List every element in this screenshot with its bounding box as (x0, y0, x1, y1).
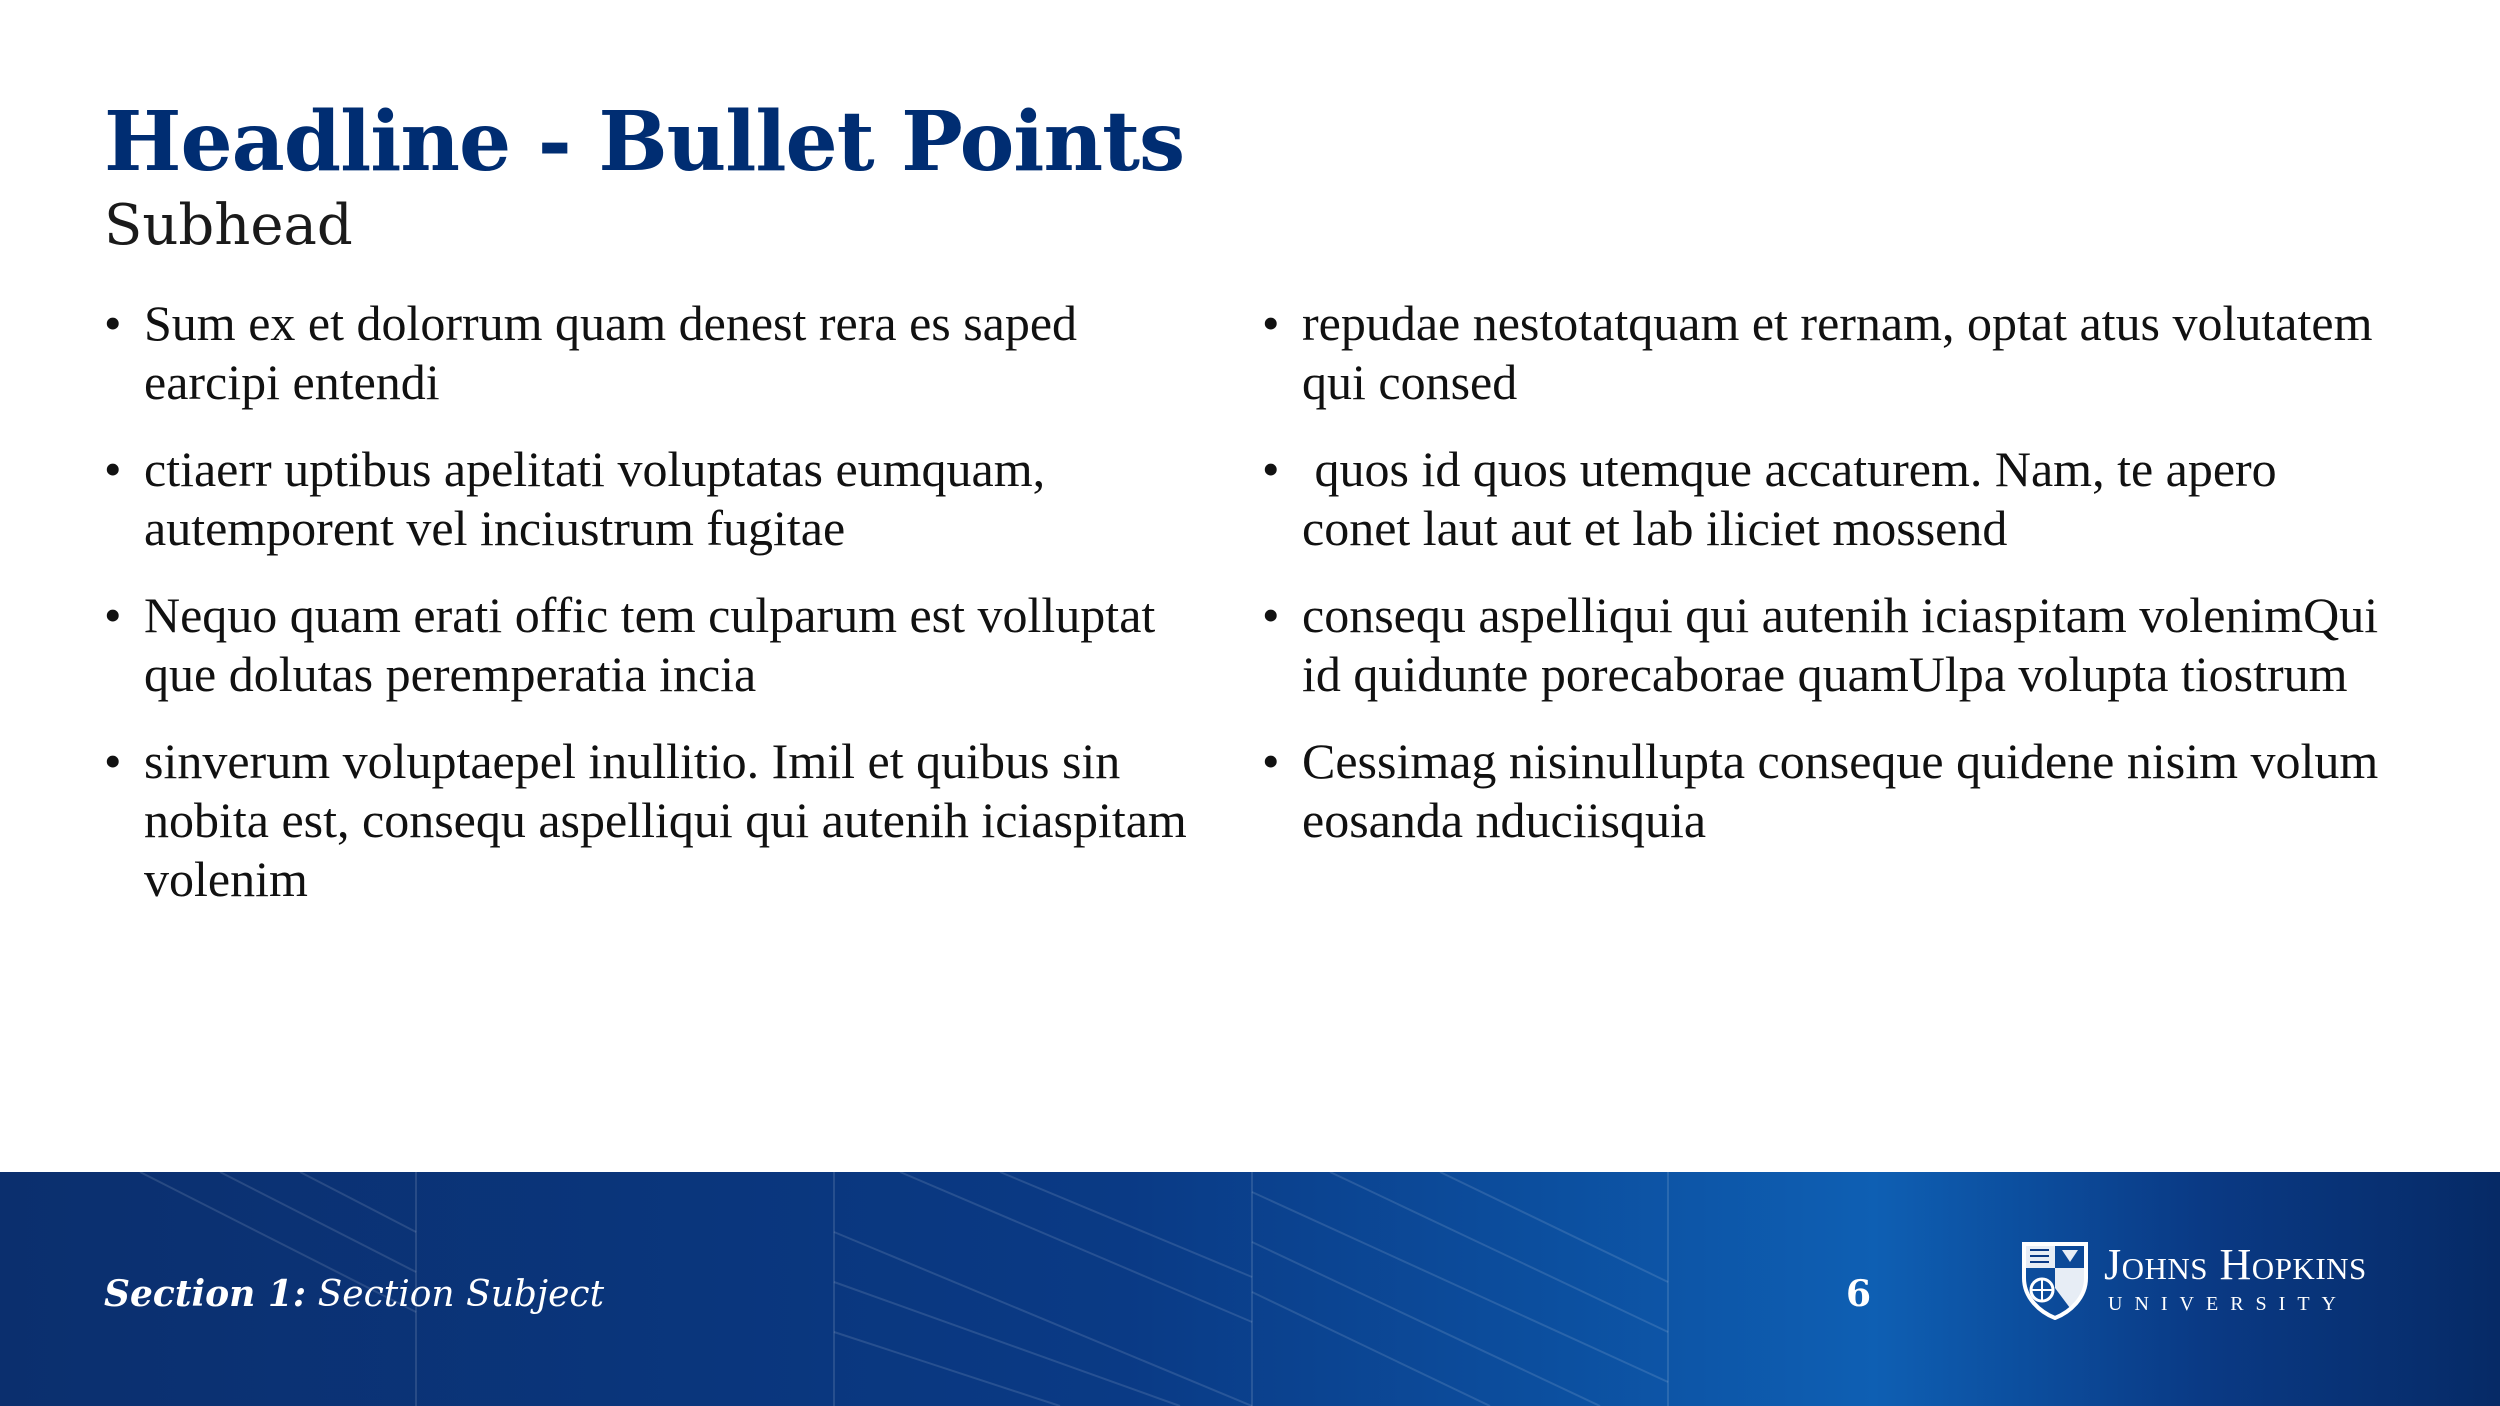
bullet-marker: • (1262, 441, 1280, 497)
logo-subtitle: UNIVERSITY (2108, 1293, 2348, 1315)
university-shield-icon (2020, 1238, 2090, 1320)
page-number: 6 (1846, 1273, 1872, 1315)
bullet-item (1262, 440, 2392, 558)
bullet-text: consequ aspelliqui qui autenih iciaspitam volenimQui id quidunte porecaborae quamUlpa volupta tiostrum (1302, 587, 2379, 702)
bullet-item (1262, 586, 2392, 704)
bullet-marker: • (104, 733, 122, 789)
bullet-text: Nequo quam erati offic tem culparum est volluptat que dolutas peremperatia incia (144, 587, 1156, 702)
bullet-text: Sum ex et dolorrum quam denest rera es saped earcipi entendi (144, 295, 1078, 410)
bullet-item (1262, 732, 2392, 850)
bullet-item (104, 586, 1204, 704)
subhead: Subhead (104, 193, 353, 258)
headline: Headline - Bullet Points (104, 94, 1185, 190)
bullet-marker: • (1262, 733, 1280, 789)
bullet-list-right (1262, 294, 2392, 878)
university-logo (2020, 1238, 2410, 1348)
section-label-number: Section 1: (104, 1273, 307, 1315)
bullet-text: ctiaerr uptibus apelitati voluptatas eumquam, autemporent vel inciustrum fugitae (144, 441, 1046, 556)
bullet-marker: • (104, 441, 122, 497)
bullet-item (104, 294, 1204, 412)
bullet-text: quos id quos utemque accaturem. Nam, te apero conet laut aut et lab iliciet mossend (1302, 441, 2290, 556)
bullet-list-left (104, 294, 1204, 937)
bullet-text: Cessimag nisinullupta conseque quidene nisim volum eosanda nduciisquia (1302, 733, 2379, 848)
section-label-subject: Section Subject (306, 1274, 605, 1315)
bullet-item (1262, 294, 2392, 412)
bullet-text: repudae nestotatquam et rernam, optat atus volutatem qui consed (1302, 295, 2373, 410)
section-label (104, 1272, 604, 1317)
bullet-marker: • (104, 295, 122, 351)
bullet-marker: • (1262, 295, 1280, 351)
bullet-marker: • (1262, 587, 1280, 643)
bullet-item (104, 732, 1204, 909)
logo-wordmark: Johns Hopkins (2104, 1240, 2367, 1289)
bullet-item (104, 440, 1204, 558)
bullet-text: sinverum voluptaepel inullitio. Imil et quibus sin nobita est, consequ aspelliqui qui autenih iciaspitam volenim (144, 733, 1187, 907)
bullet-marker: • (104, 587, 122, 643)
footer-bar (0, 1172, 2500, 1406)
